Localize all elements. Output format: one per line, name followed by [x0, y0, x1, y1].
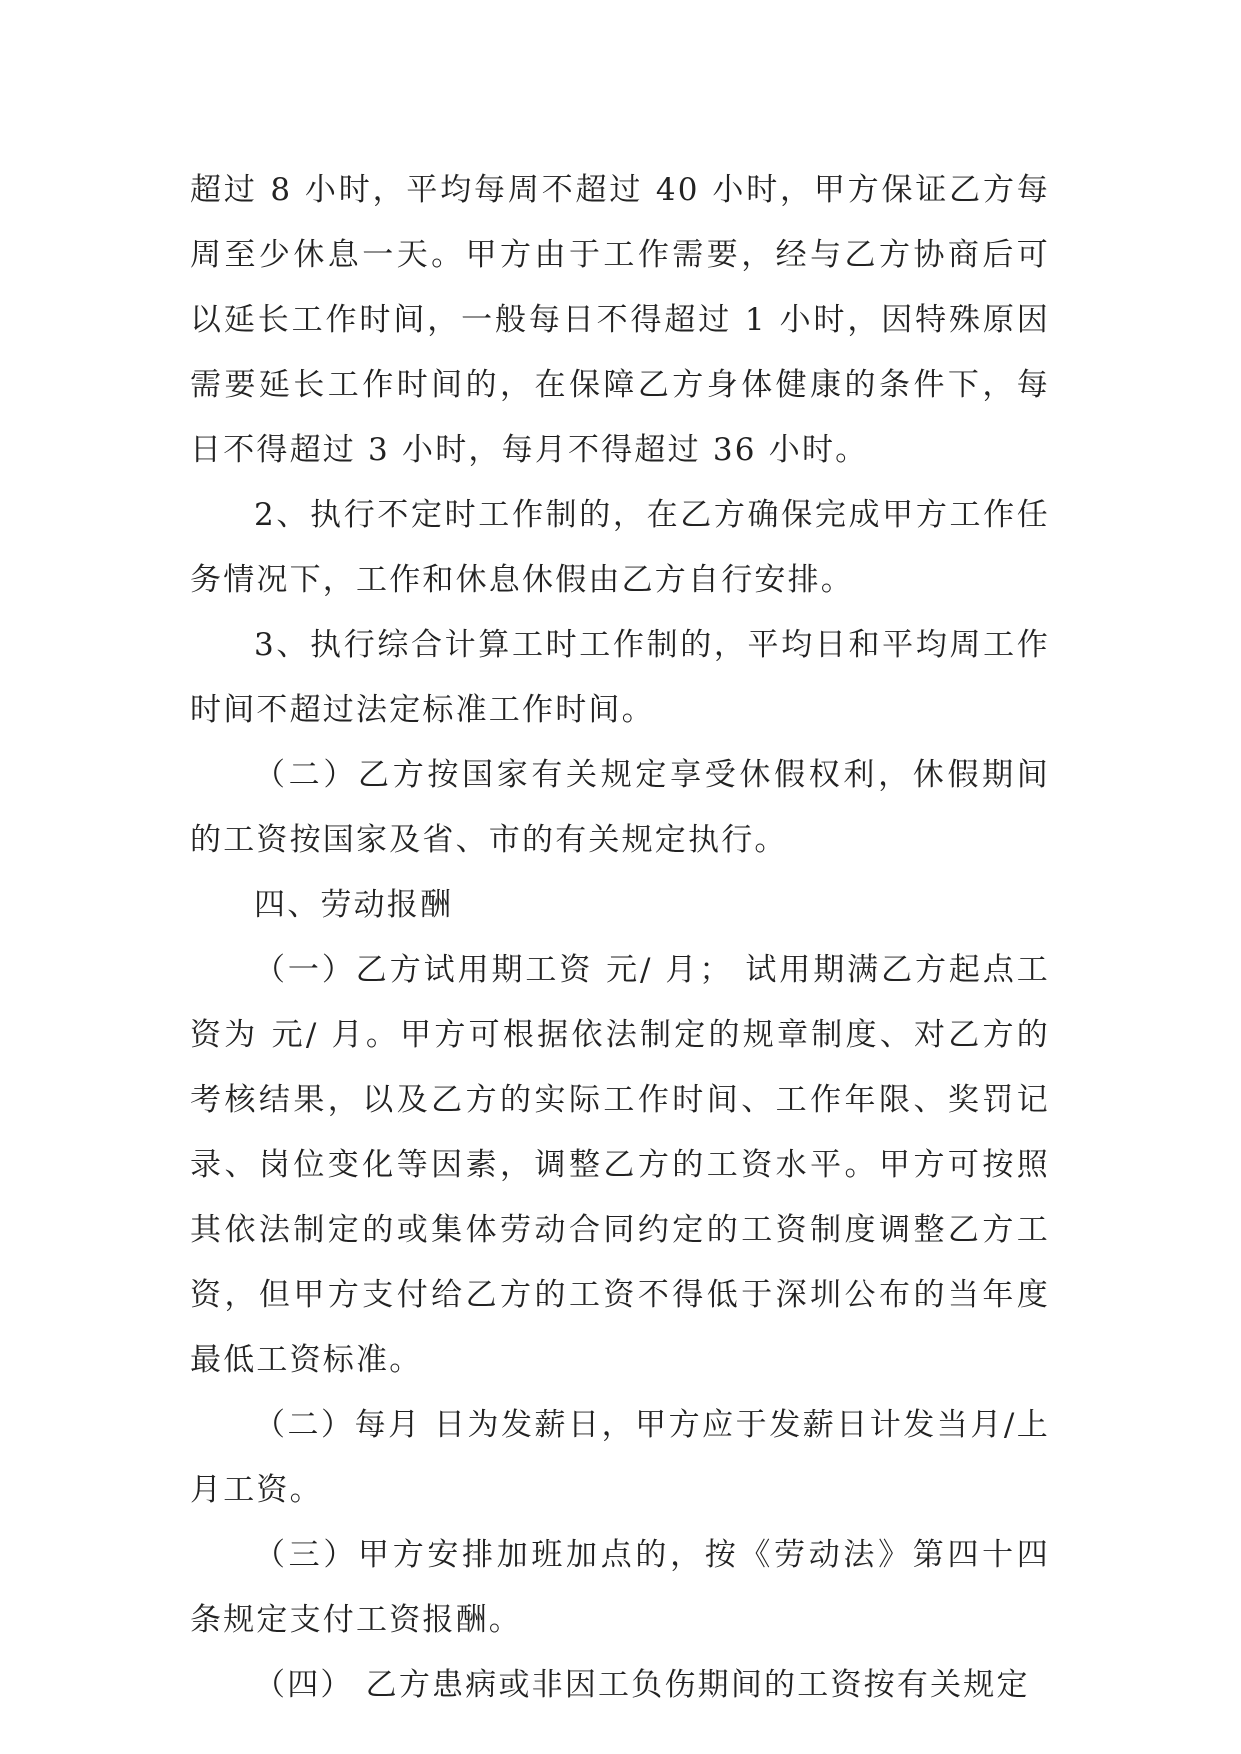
paragraph-overtime-pay: （三）甲方安排加班加点的，按《劳动法》第四十四条规定支付工资报酬。 — [190, 1537, 1050, 1638]
paragraph-payday: （二）每月 日为发薪日，甲方应于发薪日计发当月/上月工资。 — [190, 1407, 1050, 1508]
paragraph-working-hours-continued: 超过 8 小时，平均每周不超过 40 小时，甲方保证乙方每周至少休息一天。甲方由于工作需要，经与乙方协商后可以延长工作时间，一般每日不得超过 1 小时，因特殊原因需要延长工作时间的，在保障乙方身体健康的条件下，每日不得超过 3 小时，每月不得超过 36 小时。 — [190, 172, 1050, 468]
paragraph-probation-wage: （一）乙方试用期工资 元/ 月； 试用期满乙方起点工资为 元/ 月。甲方可根据依法制定的规章制度、对乙方的考核结果，以及乙方的实际工作时间、工作年限、奖罚记录、岗位变化等因素，调整乙方的工资水平。甲方可按照其依法制定的或集体劳动合同约定的工资制度调整乙方工资，但甲方支付给乙方的工资不得低于深圳公布的当年度最低工资标准。 — [190, 952, 1050, 1378]
document-body — [190, 158, 1050, 1718]
paragraph-sick-leave-wage: （四） 乙方患病或非因工负伤期间的工资按有关规定 — [254, 1667, 1030, 1703]
paragraph-irregular-hours: 2、执行不定时工作制的，在乙方确保完成甲方工作任务情况下，工作和休息休假由乙方自行安排。 — [190, 497, 1050, 598]
section-heading-remuneration: 四、劳动报酬 — [254, 887, 454, 923]
paragraph-vacation-rights: （二）乙方按国家有关规定享受休假权利，休假期间的工资按国家及省、市的有关规定执行。 — [190, 757, 1050, 858]
paragraph-comprehensive-hours: 3、执行综合计算工时工作制的，平均日和平均周工作时间不超过法定标准工作时间。 — [190, 627, 1050, 728]
